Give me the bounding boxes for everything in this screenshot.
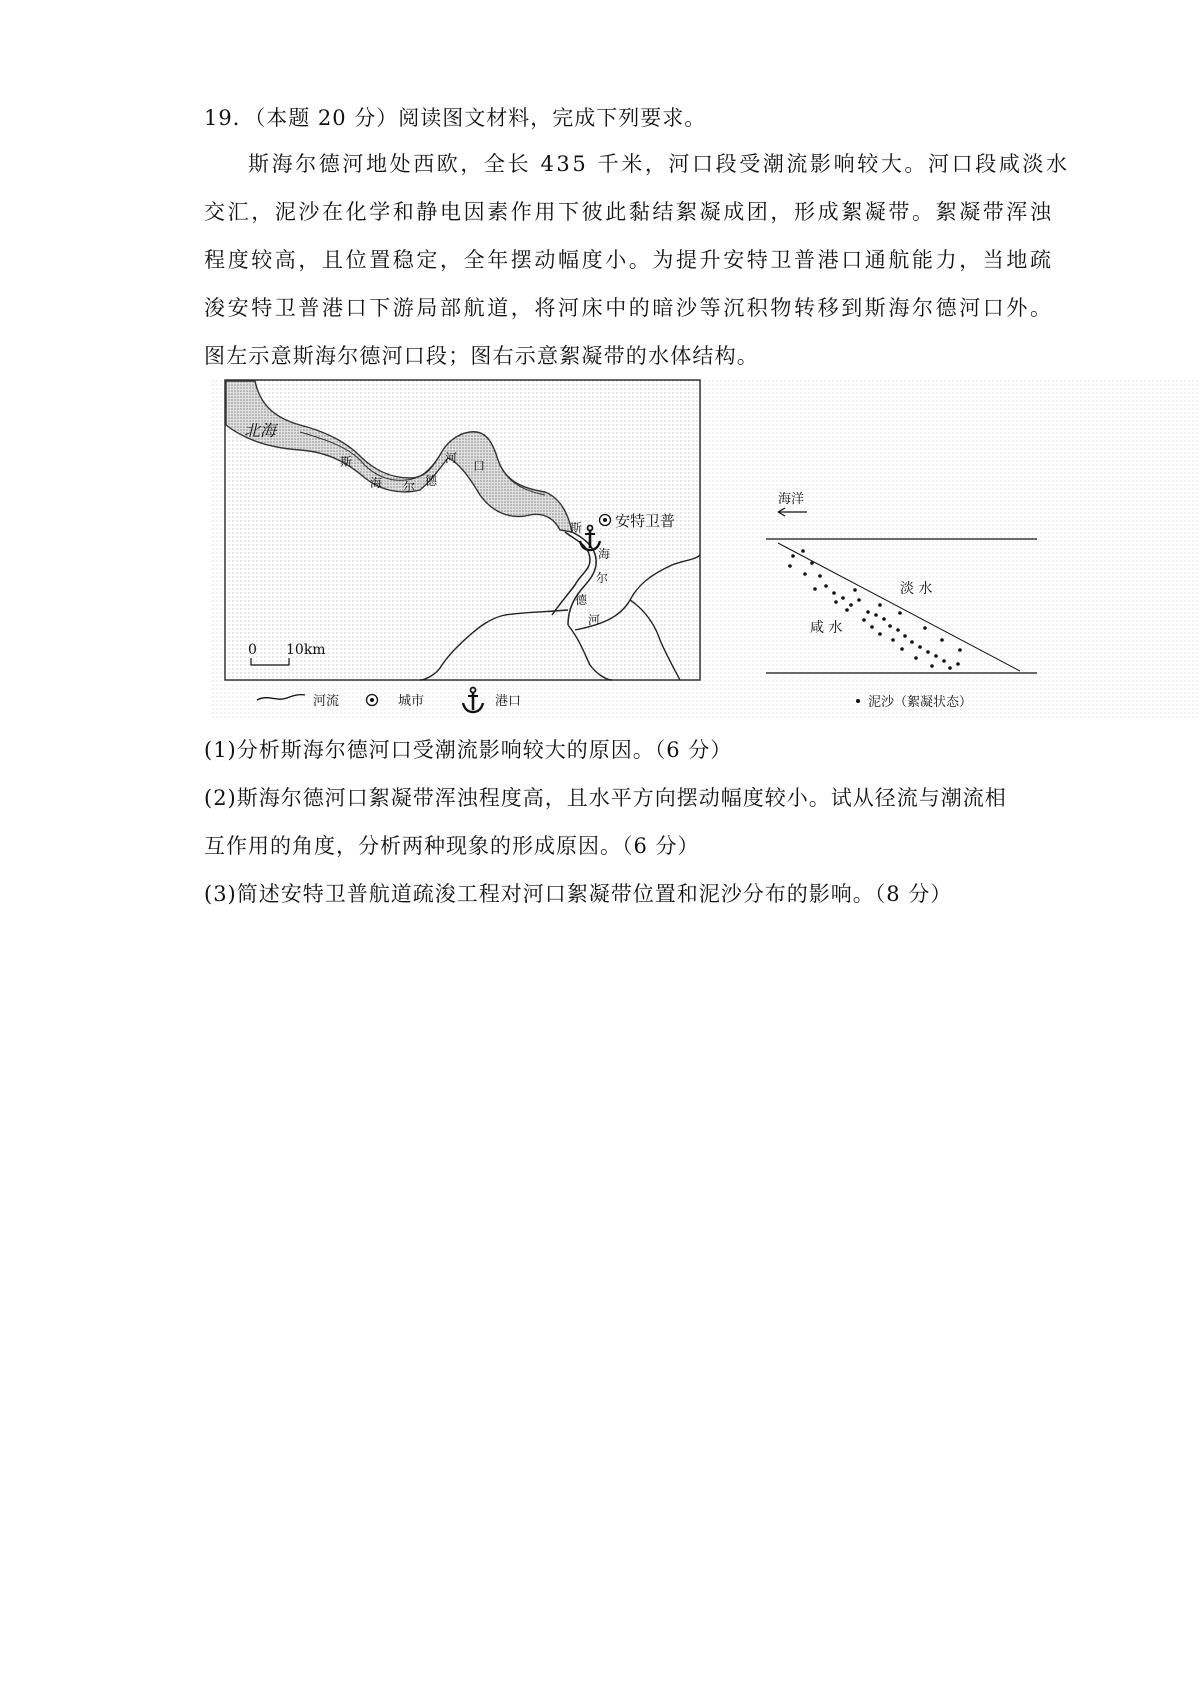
salt-water-label: 咸 水 [810, 620, 843, 636]
estuary-char: 斯 [340, 455, 353, 469]
scale-zero: 0 [248, 642, 257, 658]
estuary-char: 河 [445, 451, 458, 465]
paragraph-line: 交汇，泥沙在化学和静电因素作用下彼此黏结絮凝成团，形成絮凝带。絮凝带浑浊 [204, 200, 1054, 224]
paragraph-line: 浚安特卫普港口下游局部航道，将河床中的暗沙等沉积物转移到斯海尔德河口外。 [204, 296, 1054, 320]
estuary-char: 海 [370, 476, 383, 490]
river-char: 海 [598, 547, 611, 561]
fresh-water-label: 淡 水 [900, 581, 933, 597]
estuary-char: 德 [425, 474, 438, 488]
river-char: 德 [575, 593, 588, 607]
sub-question-2-cont: 互作用的角度，分析两种现象的形成原因。（6 分） [204, 834, 700, 858]
city-dot-icon [600, 515, 611, 526]
sub-question-2: (2)斯海尔德河口絮凝带浑浊程度高，且水平方向摆动幅度较小。试从径流与潮流相 [204, 786, 1007, 810]
paragraph-line: 程度较高，且位置稳定，全年摆动幅度小。为提升安特卫普港口通航能力，当地疏 [204, 248, 1054, 272]
sediment-legend-label: 泥沙（絮凝状态） [868, 695, 973, 710]
legend-port-label: 港口 [495, 694, 522, 709]
sediment-legend-dot [856, 699, 860, 703]
river-char: 斯 [570, 521, 583, 535]
paragraph-line: 图左示意斯海尔德河口段；图右示意絮凝带的水体结构。 [204, 344, 759, 368]
sub-question-1: (1)分析斯海尔德河口受潮流影响较大的原因。（6 分） [204, 738, 733, 762]
legend-city-label: 城市 [398, 694, 425, 709]
sea-label: 北海 [244, 421, 277, 440]
ocean-label: 海洋 [778, 492, 805, 507]
city-dot-icon [367, 695, 378, 706]
legend-river-label: 河流 [313, 694, 340, 709]
estuary-char: 口 [473, 459, 486, 473]
estuary-map [210, 378, 1200, 718]
question-header: 19．（本题 20 分）阅读图文材料，完成下列要求。 [204, 106, 707, 130]
paragraph-line: 斯海尔德河地处西欧，全长 435 千米，河口段受潮流影响较大。河口段咸淡水 [248, 152, 1070, 176]
sub-question-3: (3)简述安特卫普航道疏浚工程对河口絮凝带位置和泥沙分布的影响。（8 分） [204, 882, 953, 906]
estuary-char: 尔 [403, 480, 416, 494]
city-label: 安特卫普 [615, 512, 676, 530]
scale-distance: 10km [286, 642, 326, 658]
river-char: 河 [588, 613, 601, 627]
river-char: 尔 [596, 571, 609, 585]
